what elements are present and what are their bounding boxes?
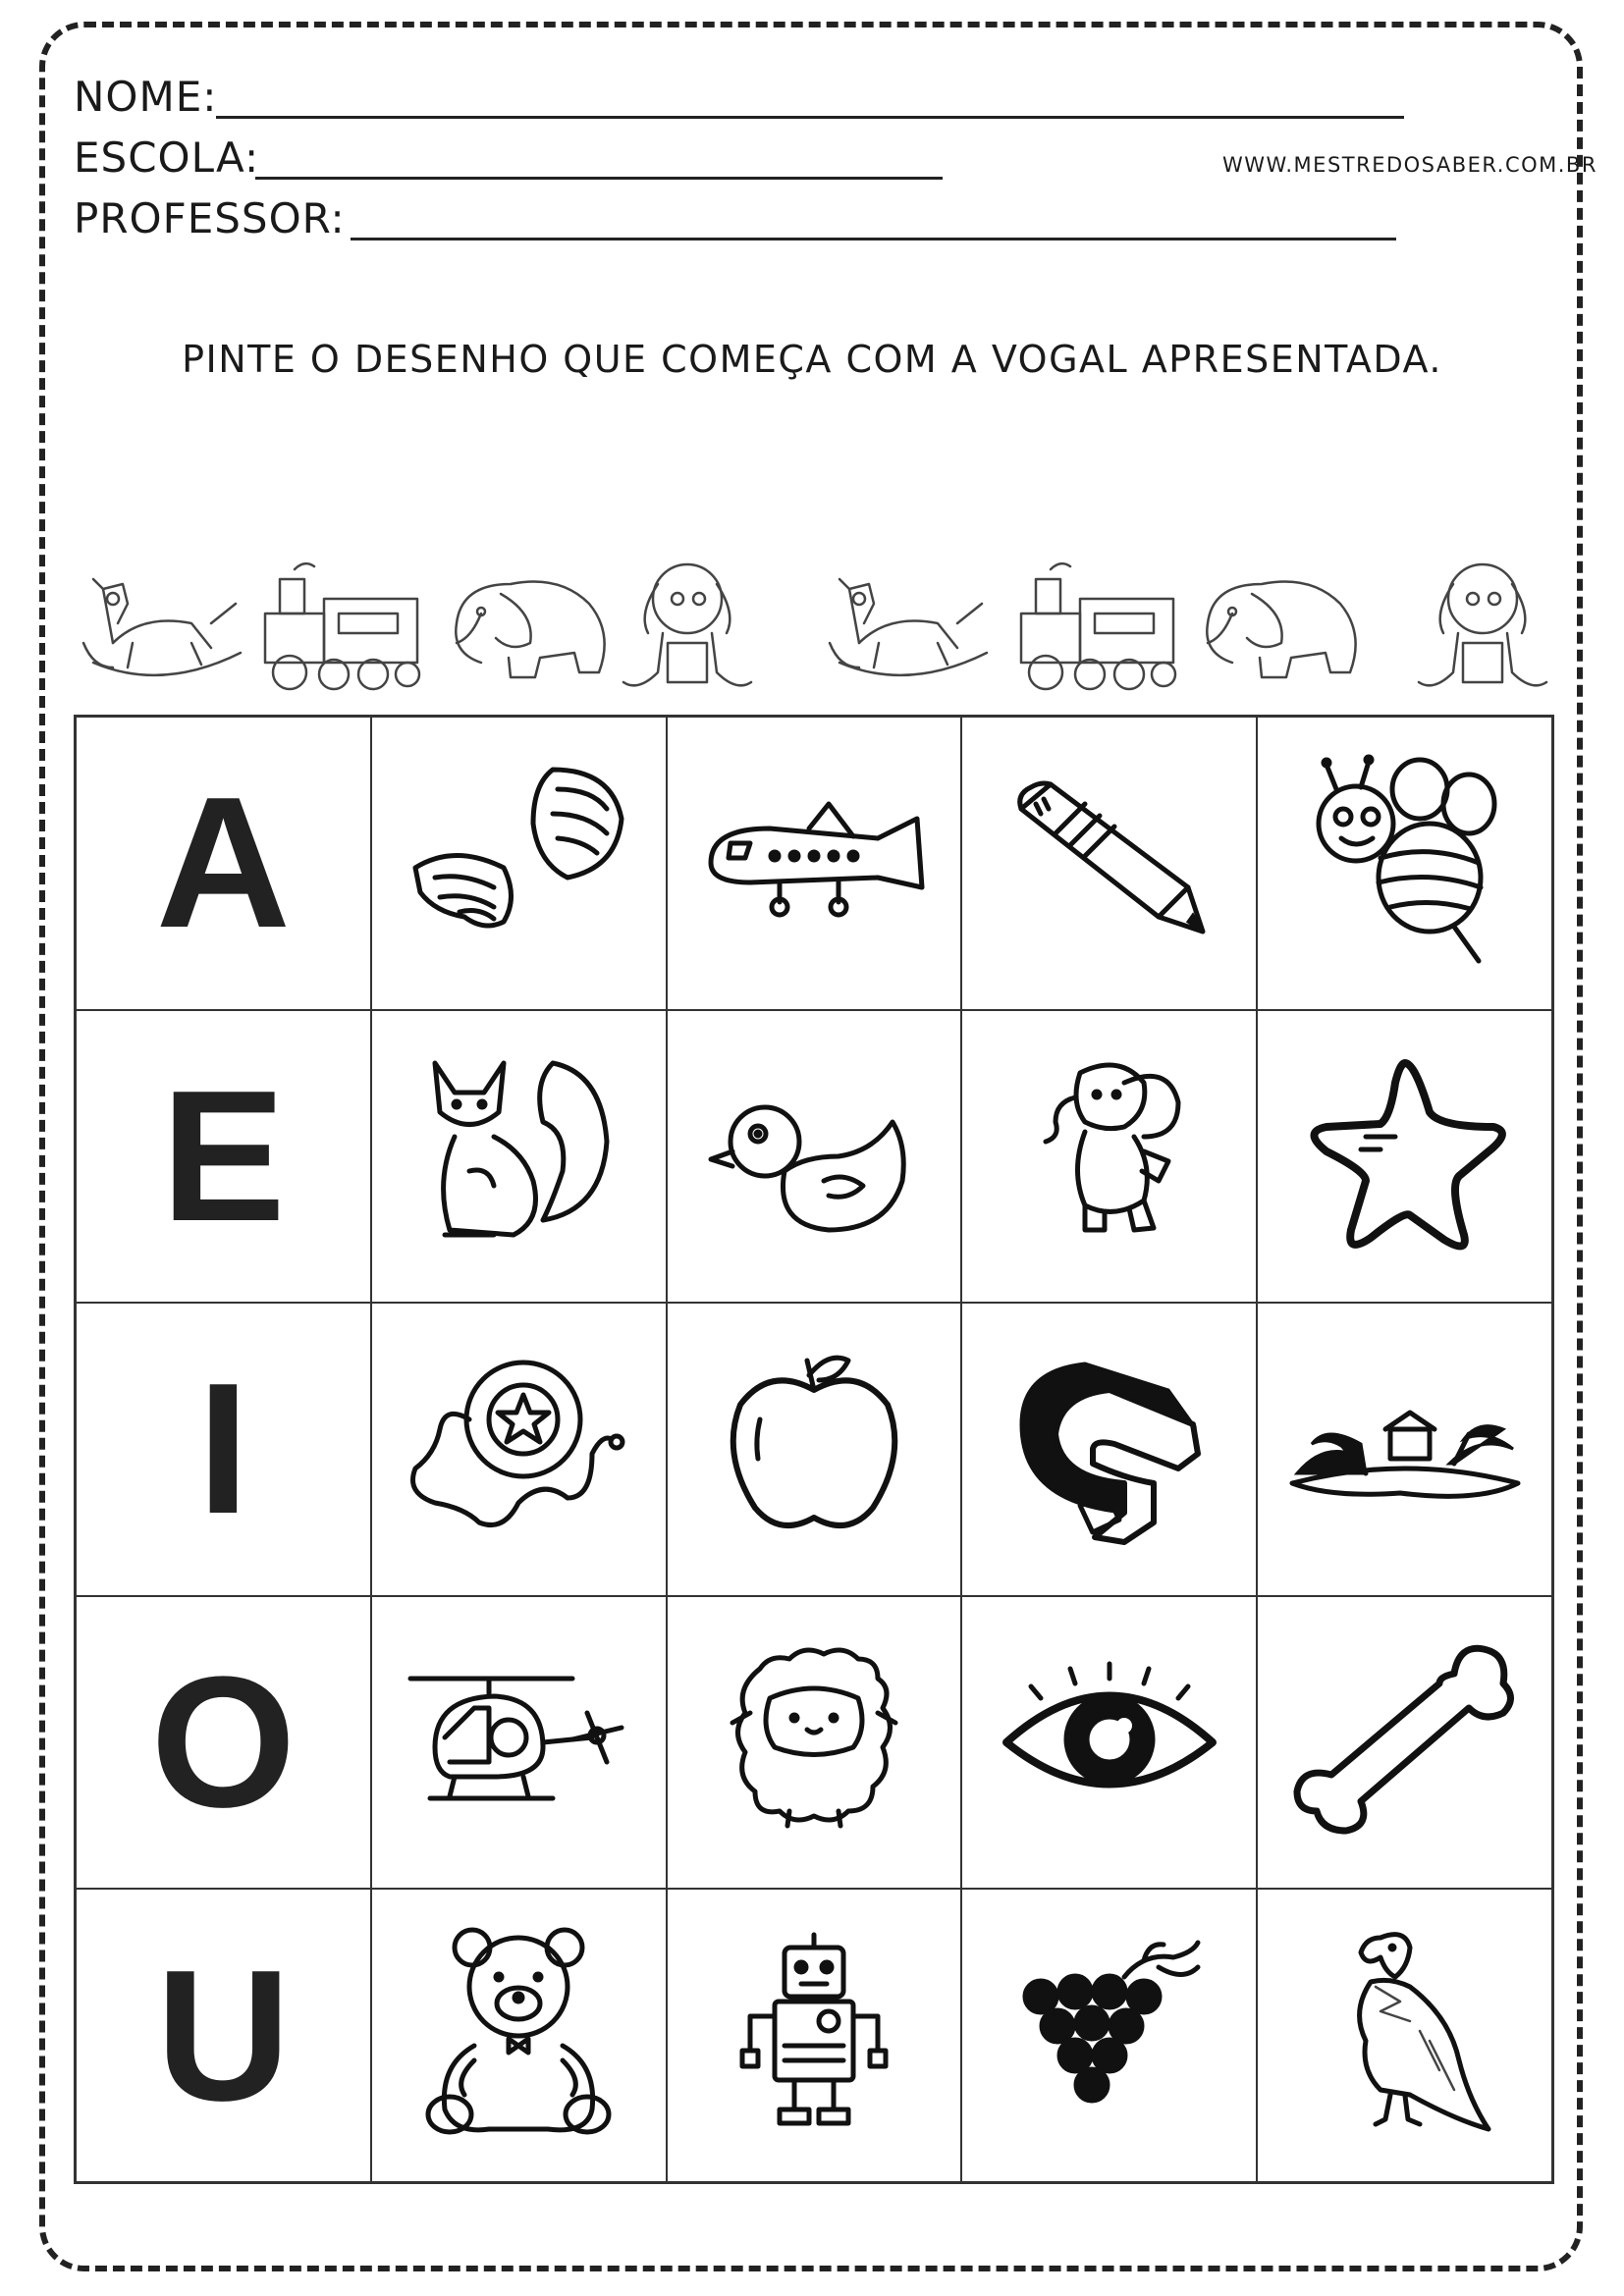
- bee-icon: [1282, 750, 1528, 976]
- vowel-letter: E: [161, 1051, 286, 1260]
- vulture-icon: [1282, 1923, 1528, 2149]
- picture-cell-magnet[interactable]: [961, 1303, 1257, 1596]
- picture-cell-yoyo[interactable]: [371, 1303, 667, 1596]
- picture-cell-eye[interactable]: [961, 1596, 1257, 1890]
- instruction-text: PINTE O DESENHO QUE COMEÇA COM A VOGAL APRESENTADA.: [182, 338, 1442, 381]
- vowel-cell-u: [76, 1889, 371, 2182]
- school-line[interactable]: [255, 177, 943, 180]
- helicopter-icon: [396, 1629, 641, 1855]
- island-icon: [1282, 1336, 1528, 1562]
- name-line[interactable]: [216, 116, 1404, 119]
- picture-cell-star[interactable]: [1257, 1010, 1552, 1304]
- school-field: [74, 133, 260, 182]
- name-field: [74, 73, 218, 121]
- picture-cell-vulture[interactable]: [1257, 1889, 1552, 2182]
- toy-train-icon: [1021, 563, 1175, 689]
- toy-train-icon: [265, 563, 419, 689]
- eye-icon: [987, 1629, 1232, 1855]
- teacher-field: [74, 194, 346, 242]
- vowel-letter: O: [150, 1638, 297, 1847]
- squirrel-icon: [396, 1043, 641, 1269]
- vowel-cell-e: [76, 1010, 371, 1304]
- sheep-icon: [691, 1629, 937, 1855]
- website-url: WWW.MESTREDOSABER.COM.BR: [1222, 153, 1597, 177]
- picture-cell-grapes[interactable]: [961, 1889, 1257, 2182]
- yoyo-icon: [396, 1336, 641, 1562]
- magnet-icon: [987, 1336, 1232, 1562]
- grapes-icon: [987, 1923, 1232, 2149]
- vowel-letter: U: [155, 1931, 291, 2140]
- robot-icon: [691, 1923, 937, 2149]
- rocking-horse-icon: [830, 579, 987, 675]
- picture-cell-bone[interactable]: [1257, 1596, 1552, 1890]
- star-icon: [1282, 1043, 1528, 1269]
- vowel-cell-i: [76, 1303, 371, 1596]
- picture-cell-teddy-bear[interactable]: [371, 1889, 667, 2182]
- picture-cell-bee[interactable]: [1257, 717, 1552, 1010]
- teacher-line[interactable]: [351, 238, 1396, 240]
- picture-cell-island[interactable]: [1257, 1303, 1552, 1596]
- picture-cell-apple[interactable]: [667, 1303, 962, 1596]
- vowel-cell-o: [76, 1596, 371, 1890]
- elephant-icon: [456, 582, 604, 678]
- picture-cell-duck[interactable]: [667, 1010, 962, 1304]
- picture-cell-helicopter[interactable]: [371, 1596, 667, 1890]
- picture-cell-pencil[interactable]: [961, 717, 1257, 1010]
- teacher-label: PROFESSOR:: [74, 194, 346, 242]
- picture-cell-robot[interactable]: [667, 1889, 962, 2182]
- rocking-horse-icon: [83, 579, 241, 675]
- pencil-icon: [987, 750, 1232, 976]
- picture-cell-airplane[interactable]: [667, 717, 962, 1010]
- elephant-icon: [1207, 582, 1355, 678]
- picture-cell-elephant[interactable]: [961, 1010, 1257, 1304]
- picture-cell-sheep[interactable]: [667, 1596, 962, 1890]
- duck-icon: [691, 1043, 937, 1269]
- school-label: ESCOLA:: [74, 133, 260, 182]
- vowel-letter: I: [197, 1345, 249, 1554]
- bone-icon: [1282, 1629, 1528, 1855]
- elephant-icon: [987, 1043, 1232, 1269]
- wings-icon: [396, 750, 641, 976]
- toy-dog-icon: [623, 564, 751, 685]
- apple-icon: [691, 1336, 937, 1562]
- airplane-icon: [691, 750, 937, 976]
- name-label: NOME:: [74, 73, 218, 121]
- picture-cell-wings[interactable]: [371, 717, 667, 1010]
- vowel-cell-a: [76, 717, 371, 1010]
- teddy-bear-icon: [396, 1923, 641, 2149]
- toy-border-decoration: [74, 545, 1571, 712]
- vowel-picture-grid: [74, 715, 1554, 2184]
- picture-cell-squirrel[interactable]: [371, 1010, 667, 1304]
- toy-dog-icon: [1419, 564, 1546, 685]
- vowel-letter: A: [155, 759, 291, 968]
